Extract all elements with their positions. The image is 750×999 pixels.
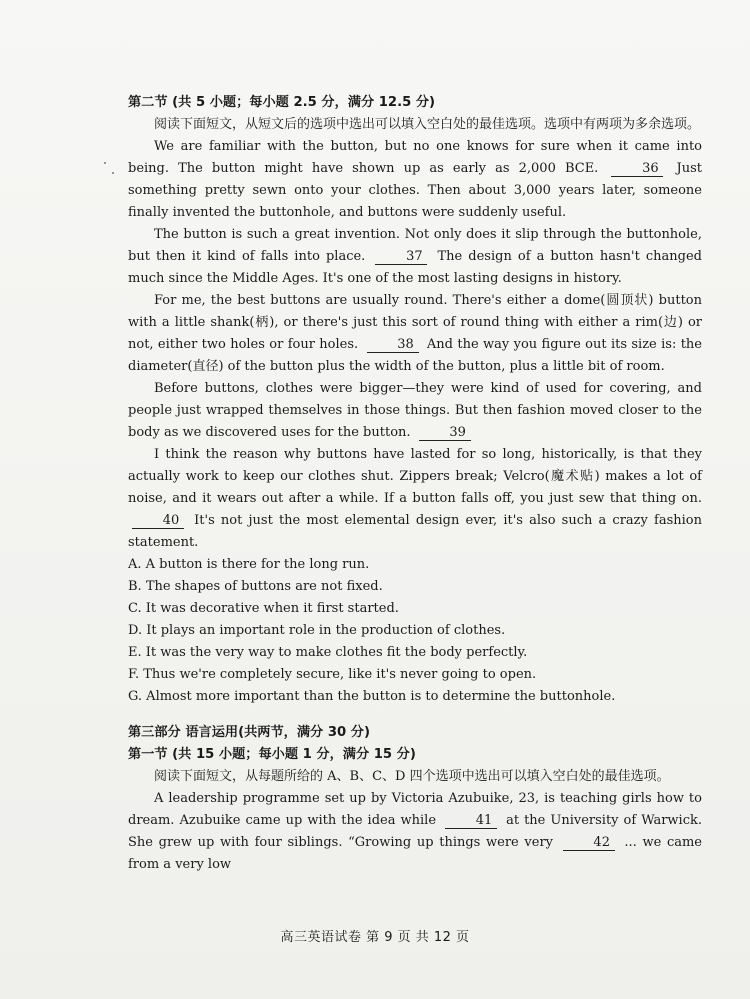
option-f: F. Thus we're completely secure, like it's never going to open.: [128, 667, 537, 682]
paragraph-text: The design of a button hasn't changed much since the Middle Ages. It's one of the most lasting designs in history.: [128, 249, 702, 286]
paragraph-text: We are familiar with the button, but no one knows for sure when it came into being. The button might have shown up as early as 2,000 BCE.: [128, 139, 702, 176]
option-a: A. A button is there for the long run.: [128, 557, 370, 572]
option-d: D. It plays an important role in the production of clothes.: [128, 623, 506, 638]
section-gap: [128, 708, 702, 722]
paragraph-text: It's not just the most elemental design ever, it's also such a crazy fashion statement.: [128, 513, 702, 550]
blank-38: 38: [367, 338, 419, 353]
paragraph-text: ... we came from a very low: [128, 835, 703, 872]
paragraph-text: And the way you figure out its size is: the diameter(直径) of the button plus the width of the button, plus a little bit of room.: [128, 337, 702, 374]
paragraph-text: For me, the best buttons are usually round. There's either a dome(圆顶状) button with a little shank(柄), or there's just this sort of round thing with either a rim(边) or not, either two holes or four holes.: [128, 293, 702, 352]
paragraph-text: Just something pretty sewn onto your clothes. Then about 3,000 years later, someone finally invented the buttonhole, and buttons were suddenly useful.: [128, 161, 702, 220]
option-e: E. It was the very way to make clothes fit the body perfectly.: [128, 645, 528, 660]
part3-instruction: 阅读下面短文，从每题所给的 A、B、C、D 四个选项中选出可以填入空白处的最佳选项。: [154, 769, 670, 784]
blank-42: 42: [563, 836, 615, 851]
option-c: C. It was decorative when it first started.: [128, 601, 399, 616]
blank-37: 37: [375, 250, 427, 265]
section2-instruction: 阅读下面短文，从短文后的选项中选出可以填入空白处的最佳选项。选项中有两项为多余选项。: [154, 117, 701, 132]
part3-subheading: 第一节 (共 15 小题；每小题 1 分，满分 15 分): [128, 747, 416, 762]
part3-heading: 第三部分 语言运用(共两节，满分 30 分): [128, 725, 370, 740]
page-footer: 高三英语试卷 第 9 页 共 12 页: [280, 930, 470, 945]
passage-paragraph-3: [128, 290, 702, 378]
option-g: G. Almost more important than the button is to determine the buttonhole.: [128, 689, 616, 704]
part3-paragraph-1: [128, 788, 702, 876]
section2-heading: 第二节 (共 5 小题；每小题 2.5 分，满分 12.5 分): [128, 95, 436, 110]
paragraph-text: I think the reason why buttons have lasted for so long, historically, is that they actually work to keep our clothes shut. Zippers break; Velcro(魔术贴) makes a lot of noise, and it wears out after a while. If a button falls off, you just sew that thing on.: [128, 447, 702, 506]
scan-speck: [112, 172, 114, 174]
options-list: [128, 554, 702, 708]
paragraph-text: at the University of Warwick. She grew up with four siblings. “Growing up things were very: [128, 813, 702, 850]
passage-paragraph-4: [128, 378, 702, 444]
scan-speck: [104, 162, 106, 164]
option-b: B. The shapes of buttons are not fixed.: [128, 579, 383, 594]
paragraph-text: The button is such a great invention. Not only does it slip through the buttonhole, but then it kind of falls into place.: [128, 227, 702, 264]
page-content: [128, 92, 702, 876]
blank-39: 39: [419, 426, 471, 441]
blank-36: 36: [611, 162, 663, 177]
passage-paragraph-1: [128, 136, 702, 224]
passage-paragraph-5: [128, 444, 702, 554]
blank-41: 41: [445, 814, 497, 829]
paragraph-text: A leadership programme set up by Victoria Azubuike, 23, is teaching girls how to dream. Azubuike came up with the idea while: [128, 791, 702, 828]
passage-paragraph-2: [128, 224, 702, 290]
blank-40: 40: [132, 514, 184, 529]
paragraph-text: Before buttons, clothes were bigger—they were kind of used for covering, and people just wrapped themselves in those things. But then fashion moved closer to the body as we discovered uses for the button.: [128, 381, 702, 440]
